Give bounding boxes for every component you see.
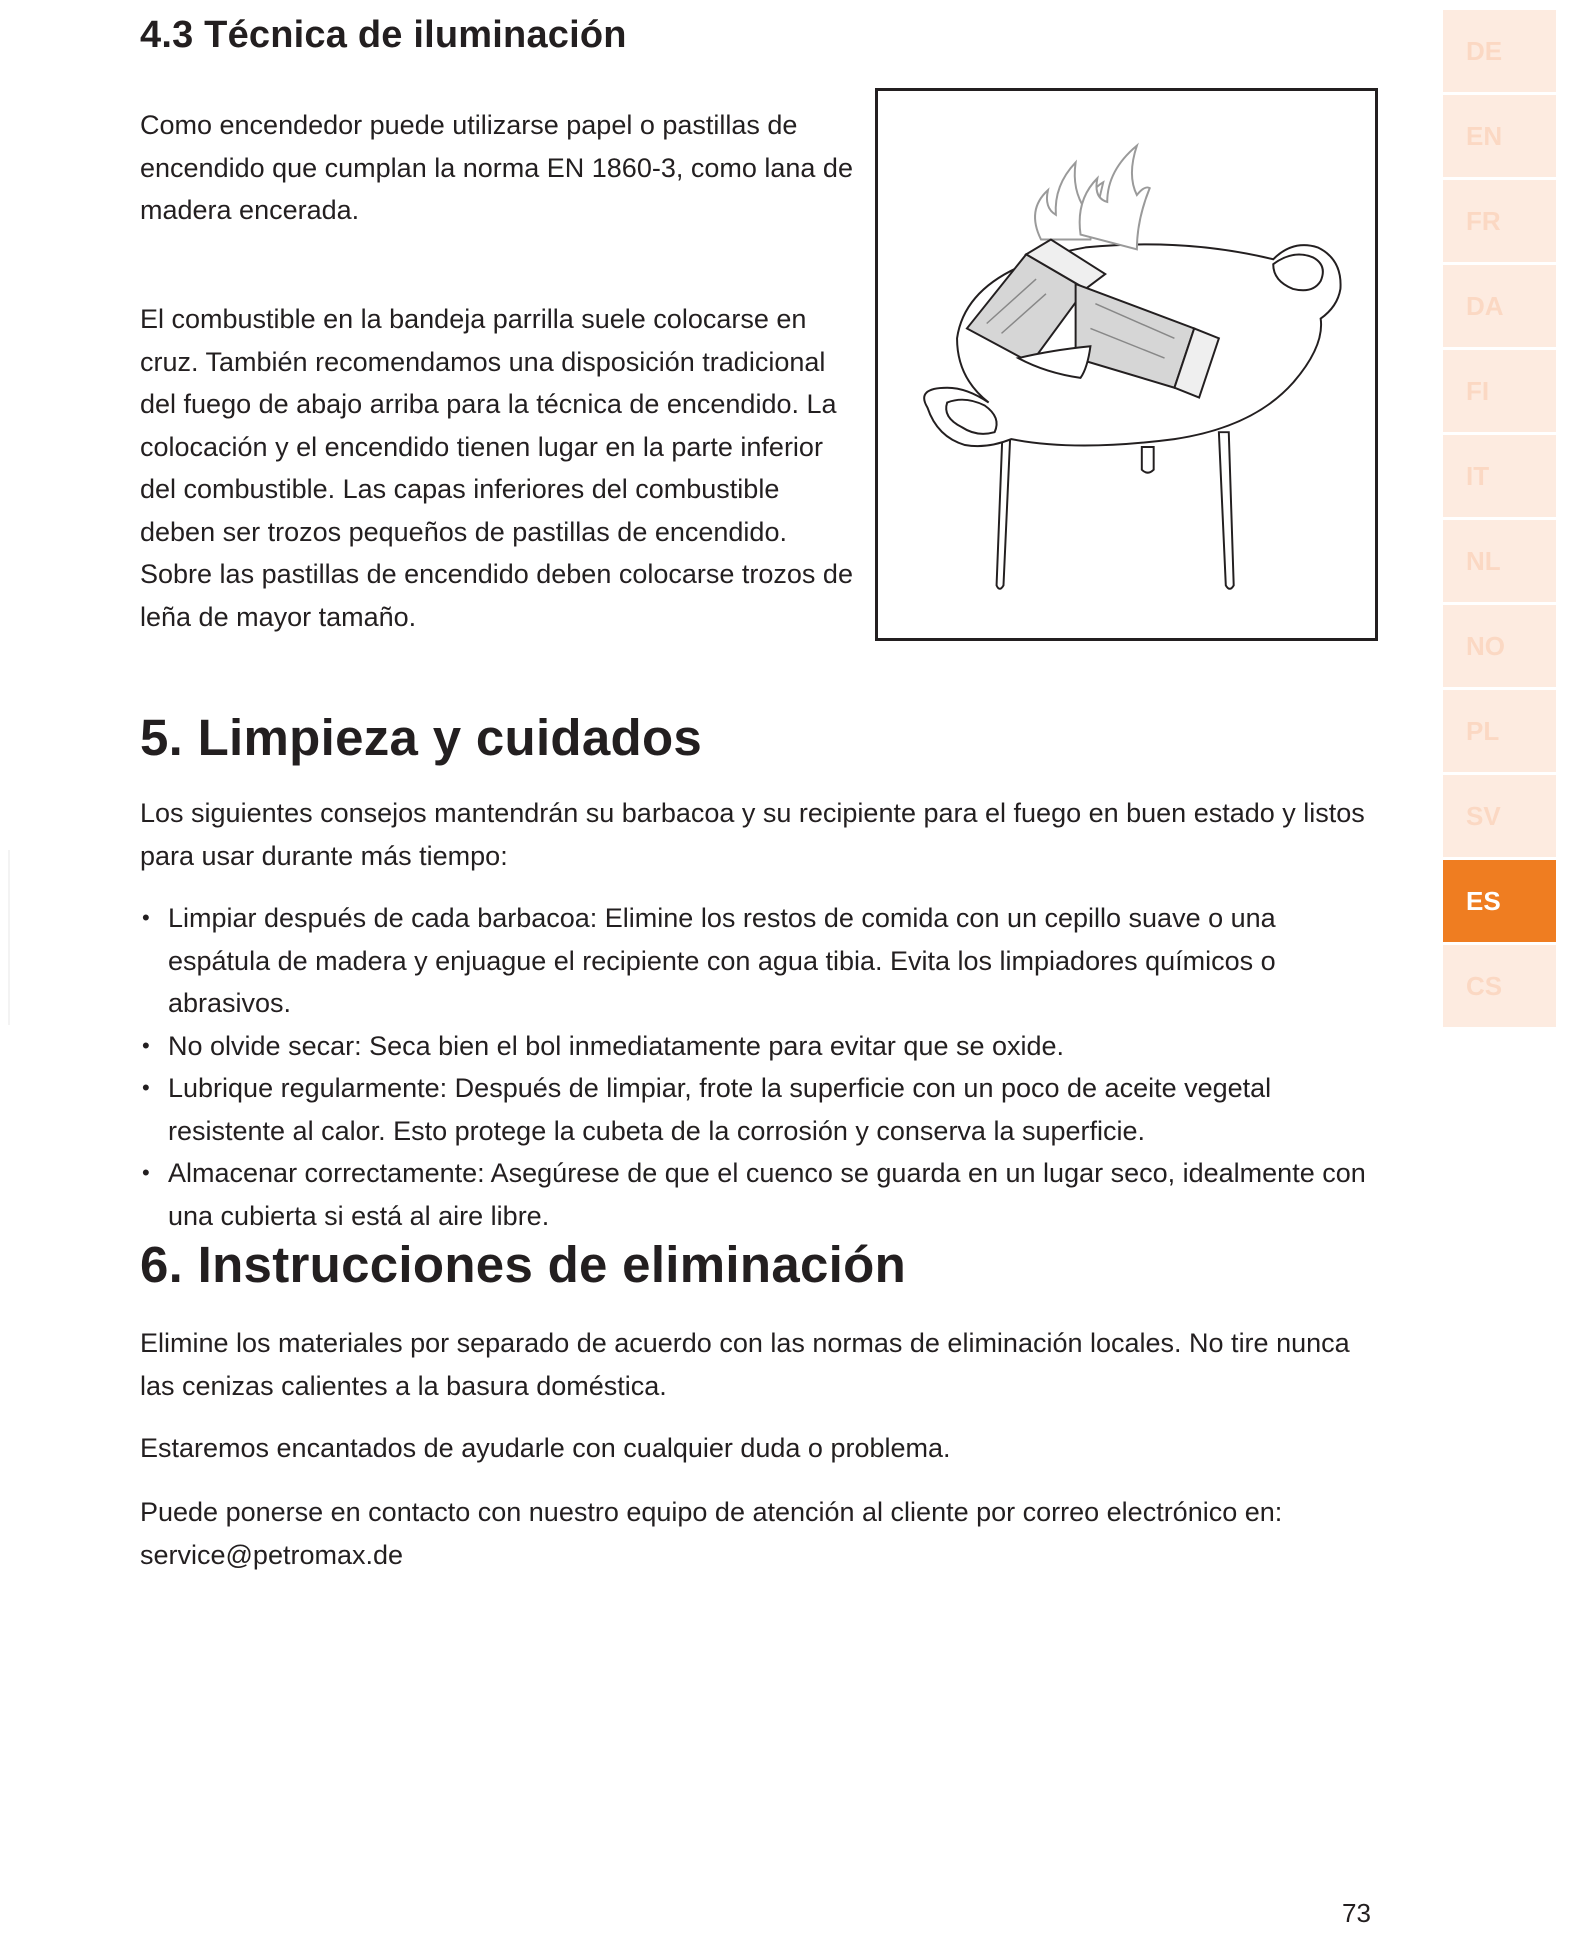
- bowl-leg-right: [1219, 432, 1234, 589]
- section-5-intro: Los siguientes consejos mantendrán su barbacoa y su recipiente para el fuego en buen estado y listos para usar durante más tiempo:: [140, 798, 1365, 871]
- language-tabs: [1443, 10, 1556, 1030]
- flame-right: [1080, 146, 1150, 250]
- bowl-leg-back: [1142, 447, 1154, 473]
- section-6-paragraph-1: Elimine los materiales por separado de acuerdo con las normas de eliminación locales. No tire nunca las cenizas calientes a la basura doméstica.: [140, 1328, 1350, 1401]
- tab-language-fr[interactable]: FR: [1443, 180, 1556, 262]
- section-4-3-paragraph-1: Como encendedor puede utilizarse papel o pastillas de encendido que cumplan la norma EN 1860-3, como lana de madera encerada.: [140, 110, 853, 225]
- tab-language-da[interactable]: DA: [1443, 265, 1556, 347]
- support-email-link[interactable]: service@petromax.de: [140, 1539, 404, 1570]
- fire-bowl-illustration: [875, 88, 1378, 641]
- page-number: 73: [1342, 1898, 1371, 1928]
- section-4-3-title: 4.3 Técnica de iluminación: [140, 14, 627, 56]
- tab-language-nl[interactable]: NL: [1443, 520, 1556, 602]
- list-item: • Lubrique regularmente: Después de limpiar, frote la superficie con un poco de aceite vegetal resistente al calor. Esto protege la cubeta de la corrosión y conserva la superficie.: [140, 1067, 1380, 1152]
- fire-bowl-drawing: [878, 91, 1375, 638]
- margin-divider: [8, 850, 10, 1025]
- tab-language-cs[interactable]: CS: [1443, 945, 1556, 1027]
- tab-language-pl[interactable]: PL: [1443, 690, 1556, 772]
- list-item: • No olvide secar: Seca bien el bol inmediatamente para evitar que se oxide.: [140, 1025, 1380, 1068]
- flames: [1035, 146, 1150, 250]
- bowl-legs: [997, 432, 1234, 589]
- tab-language-sv[interactable]: SV: [1443, 775, 1556, 857]
- bowl-leg-left: [997, 432, 1011, 589]
- tab-language-no[interactable]: NO: [1443, 605, 1556, 687]
- section-5-title: 5. Limpieza y cuidados: [140, 709, 703, 766]
- tab-language-es[interactable]: ES: [1443, 860, 1556, 942]
- section-6-paragraph-3: Puede ponerse en contacto con nuestro equipo de atención al cliente por correo electrónico en:: [140, 1497, 1283, 1527]
- cleaning-tips-list: [140, 897, 1380, 1237]
- section-4-3-paragraph-2: El combustible en la bandeja parrilla suele colocarse en cruz. También recomendamos una disposición tradicional del fuego de abajo arriba para la técnica de encendido. La colocación y el encendido tienen lugar en la parte inferior del combustible. Las capas inferiores del combustible deben ser trozos pequeños de pastillas de encendido. Sobre las pastillas de encendido deben colocarse trozos de leña de mayor tamaño.: [140, 304, 853, 632]
- section-6-contact: [140, 1491, 1380, 1576]
- section-6-paragraph-2: Estaremos encantados de ayudarle con cualquier duda o problema.: [140, 1433, 951, 1463]
- tab-language-fi[interactable]: FI: [1443, 350, 1556, 432]
- tab-language-de[interactable]: DE: [1443, 10, 1556, 92]
- tab-language-it[interactable]: IT: [1443, 435, 1556, 517]
- list-item: • Almacenar correctamente: Asegúrese de que el cuenco se guarda en un lugar seco, idealmente con una cubierta si está al aire libre.: [140, 1152, 1380, 1237]
- list-item: • Limpiar después de cada barbacoa: Elimine los restos de comida con un cepillo suave o una espátula de madera y enjuague el recipiente con agua tibia. Evita los limpiadores químicos o abrasivos.: [140, 897, 1380, 1025]
- tab-language-en[interactable]: EN: [1443, 95, 1556, 177]
- section-6-title: 6. Instrucciones de eliminación: [140, 1236, 907, 1293]
